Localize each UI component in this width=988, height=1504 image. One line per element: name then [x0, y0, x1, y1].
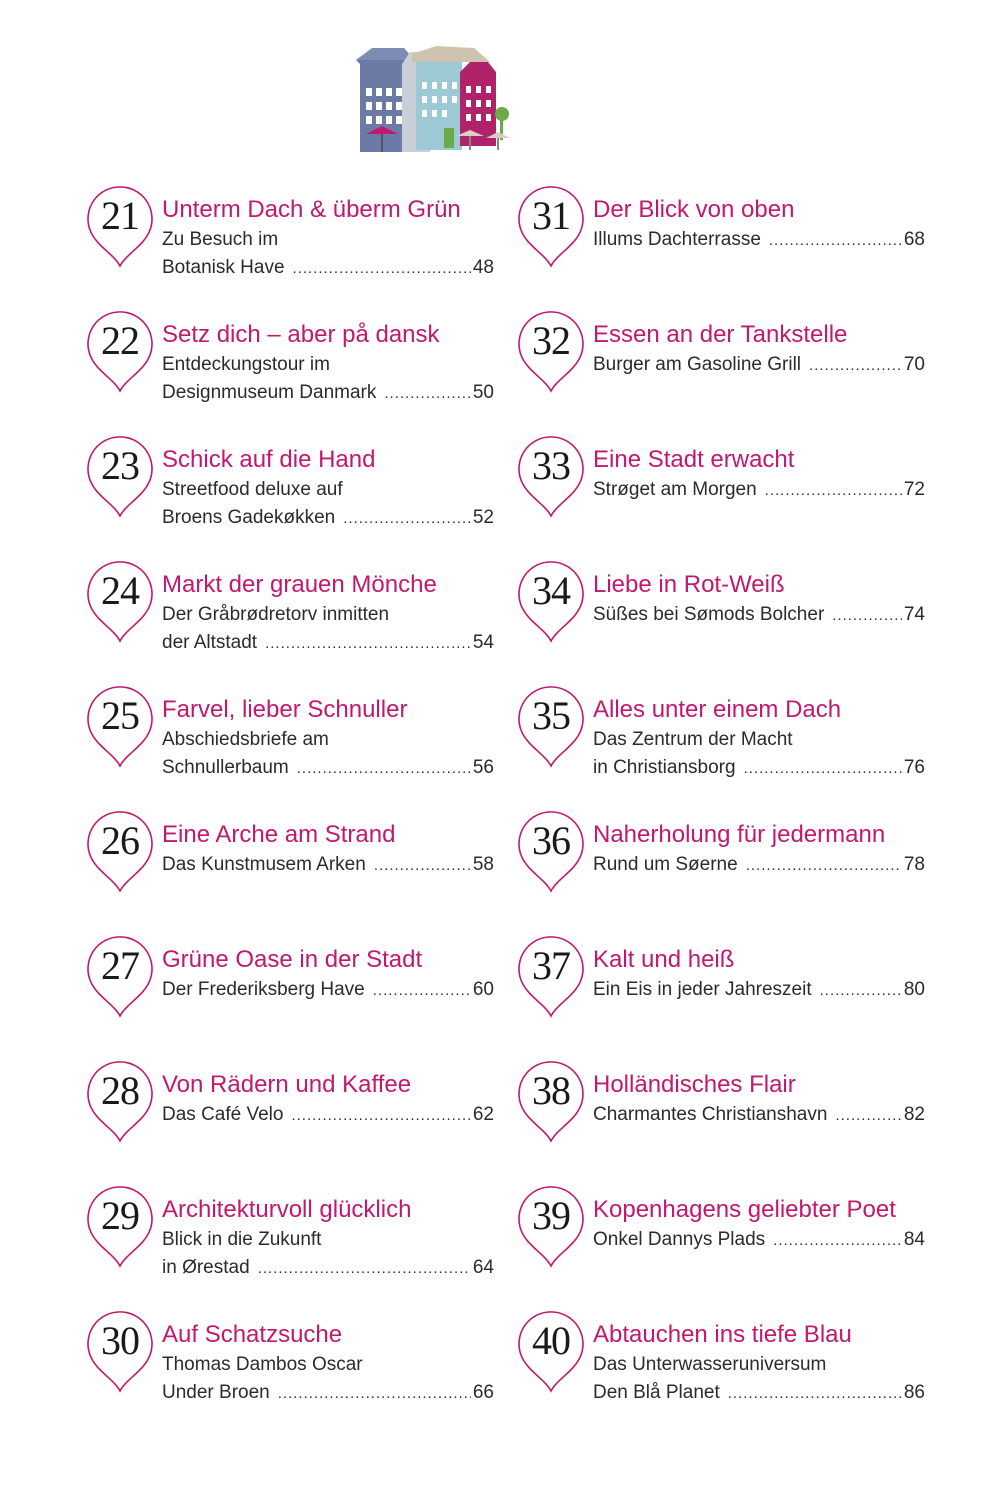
toc-left-column — [84, 186, 504, 1436]
page-number: 54 — [472, 632, 494, 653]
entry-subtitle: Under Broen — [162, 1382, 270, 1403]
toc-right-column — [515, 186, 935, 1436]
page-number: 66 — [472, 1382, 494, 1403]
entry-number: 37 — [532, 943, 570, 988]
page-number: 48 — [472, 257, 494, 278]
entry-number: 27 — [101, 943, 139, 988]
page-number: 52 — [472, 507, 494, 528]
houses-illustration-icon — [352, 42, 522, 166]
entry-title: Naherholung für jedermann — [593, 821, 886, 848]
map-pin-icon — [84, 561, 156, 643]
leader-dots — [384, 380, 471, 408]
entry-number: 30 — [101, 1318, 139, 1363]
entry-subtitle: in Christiansborg — [593, 757, 736, 778]
entry-subtitle: Blick in die Zukunft — [162, 1229, 322, 1250]
toc-entry[interactable] — [84, 686, 504, 811]
entry-number: 24 — [101, 568, 139, 613]
entry-subtitle: der Altstadt — [162, 632, 258, 653]
map-pin-icon — [515, 686, 587, 768]
page-number: 82 — [903, 1104, 925, 1125]
toc-entry[interactable] — [515, 936, 935, 1061]
map-pin-icon — [84, 1186, 156, 1268]
entry-subtitle: Der Frederiksberg Have — [162, 979, 365, 1000]
entry-number: 34 — [532, 568, 570, 613]
toc-entry[interactable] — [84, 1311, 504, 1436]
entry-subtitle: Das Kunstmusem Arken — [162, 854, 366, 875]
toc-entry[interactable] — [84, 811, 504, 936]
map-pin-icon — [515, 1061, 587, 1143]
toc-entry[interactable] — [515, 561, 935, 686]
entry-subtitle: Botanisk Have — [162, 257, 285, 278]
entry-title: Von Rädern und Kaffee — [162, 1071, 412, 1098]
toc-entry[interactable] — [515, 1186, 935, 1311]
toc-entry[interactable] — [84, 1061, 504, 1186]
entry-subtitle: Abschiedsbriefe am — [162, 729, 329, 750]
entry-number: 29 — [101, 1193, 139, 1238]
toc-entry[interactable] — [84, 311, 504, 436]
entry-number: 33 — [532, 443, 570, 488]
entry-number: 26 — [101, 818, 139, 863]
map-pin-icon — [515, 436, 587, 518]
page-number: 78 — [903, 854, 925, 875]
map-pin-icon — [515, 936, 587, 1018]
entry-subtitle: Der Gråbrødretorv inmitten — [162, 604, 390, 625]
entry-title: Auf Schatzsuche — [162, 1321, 343, 1348]
toc-entry[interactable] — [515, 311, 935, 436]
leader-dots — [765, 477, 902, 505]
leader-dots — [343, 505, 471, 533]
toc-entry[interactable] — [84, 936, 504, 1061]
entry-title: Eine Stadt erwacht — [593, 446, 795, 473]
leader-dots — [820, 977, 902, 1005]
toc-entry[interactable] — [84, 436, 504, 561]
entry-subtitle: Süßes bei Sømods Bolcher — [593, 604, 825, 625]
leader-dots — [744, 755, 902, 783]
toc-entry[interactable] — [84, 1186, 504, 1311]
leader-dots — [832, 602, 902, 630]
map-pin-icon — [515, 561, 587, 643]
entry-subtitle: Thomas Dambos Oscar — [162, 1354, 363, 1375]
entry-subtitle: Illums Dachterrasse — [593, 229, 761, 250]
entry-subtitle: Das Café Velo — [162, 1104, 284, 1125]
entry-subtitle: Burger am Gasoline Grill — [593, 354, 802, 375]
page-number: 84 — [903, 1229, 925, 1250]
page-number: 70 — [903, 354, 925, 375]
map-pin-icon — [84, 686, 156, 768]
toc-entry[interactable] — [515, 1311, 935, 1436]
toc-entry[interactable] — [515, 686, 935, 811]
toc-entry[interactable] — [84, 186, 504, 311]
entry-title: Architekturvoll glücklich — [162, 1196, 412, 1223]
leader-dots — [728, 1380, 902, 1408]
map-pin-icon — [84, 436, 156, 518]
page-number: 76 — [903, 757, 925, 778]
map-pin-icon — [515, 311, 587, 393]
entry-title: Schick auf die Hand — [162, 446, 376, 473]
map-pin-icon — [515, 186, 587, 268]
page-number: 80 — [903, 979, 925, 1000]
entry-number: 36 — [532, 818, 570, 863]
map-pin-icon — [84, 936, 156, 1018]
entry-subtitle: Onkel Dannys Plads — [593, 1229, 766, 1250]
page-number: 64 — [472, 1257, 494, 1278]
leader-dots — [297, 755, 471, 783]
entry-number: 25 — [101, 693, 139, 738]
leader-dots — [773, 1227, 902, 1255]
leader-dots — [373, 977, 471, 1005]
map-pin-icon — [515, 1311, 587, 1393]
leader-dots — [293, 255, 471, 283]
entry-subtitle: Strøget am Morgen — [593, 479, 757, 500]
page-number: 74 — [903, 604, 925, 625]
entry-title: Essen an der Tankstelle — [593, 321, 848, 348]
page-number: 50 — [472, 382, 494, 403]
entry-subtitle: Zu Besuch im — [162, 229, 279, 250]
entry-title: Kalt und heiß — [593, 946, 735, 973]
map-pin-icon — [515, 1186, 587, 1268]
entry-number: 28 — [101, 1068, 139, 1113]
toc-entry[interactable] — [515, 186, 935, 311]
page-number: 86 — [903, 1382, 925, 1403]
entry-number: 35 — [532, 693, 570, 738]
page-number: 62 — [472, 1104, 494, 1125]
entry-title: Alles unter einem Dach — [593, 696, 842, 723]
entry-title: Abtauchen ins tiefe Blau — [593, 1321, 852, 1348]
leader-dots — [291, 1102, 470, 1130]
entry-subtitle: Das Zentrum der Macht — [593, 729, 793, 750]
leader-dots — [746, 852, 902, 880]
toc-entry[interactable] — [515, 1061, 935, 1186]
toc-entry[interactable] — [84, 561, 504, 686]
entry-subtitle: Entdeckungstour im — [162, 354, 330, 375]
entry-subtitle: in Ørestad — [162, 1257, 250, 1278]
entry-number: 22 — [101, 318, 139, 363]
entry-number: 31 — [532, 193, 570, 238]
entry-title: Markt der grauen Mönche — [162, 571, 437, 598]
page-number: 68 — [903, 229, 925, 250]
leader-dots — [278, 1380, 471, 1408]
page-number: 58 — [472, 854, 494, 875]
entry-title: Grüne Oase in der Stadt — [162, 946, 423, 973]
entry-subtitle: Designmuseum Danmark — [162, 382, 377, 403]
page-number: 72 — [903, 479, 925, 500]
entry-subtitle: Ein Eis in jeder Jahreszeit — [593, 979, 812, 1000]
entry-number: 39 — [532, 1193, 570, 1238]
entry-title: Der Blick von oben — [593, 196, 795, 223]
entry-subtitle: Rund um Søerne — [593, 854, 738, 875]
map-pin-icon — [515, 811, 587, 893]
leader-dots — [258, 1255, 471, 1283]
toc-entry[interactable] — [515, 436, 935, 561]
leader-dots — [769, 227, 902, 255]
map-pin-icon — [84, 311, 156, 393]
entry-title: Kopenhagens geliebter Poet — [593, 1196, 896, 1223]
page-number: 56 — [472, 757, 494, 778]
entry-number: 21 — [101, 193, 139, 238]
toc-entry[interactable] — [515, 811, 935, 936]
map-pin-icon — [84, 1311, 156, 1393]
entry-title: Setz dich – aber på dansk — [162, 321, 440, 348]
houses-illustration — [352, 42, 522, 166]
entry-number: 32 — [532, 318, 570, 363]
page-number: 60 — [472, 979, 494, 1000]
entry-title: Liebe in Rot-Weiß — [593, 571, 785, 598]
entry-title: Farvel, lieber Schnuller — [162, 696, 408, 723]
entry-title: Unterm Dach & überm Grün — [162, 196, 461, 223]
entry-subtitle: Schnullerbaum — [162, 757, 289, 778]
entry-title: Eine Arche am Strand — [162, 821, 396, 848]
entry-subtitle: Streetfood deluxe auf — [162, 479, 343, 500]
entry-subtitle: Charmantes Christianshavn — [593, 1104, 828, 1125]
entry-title: Holländisches Flair — [593, 1071, 796, 1098]
entry-number: 23 — [101, 443, 139, 488]
entry-subtitle: Den Blå Planet — [593, 1382, 720, 1403]
entry-number: 38 — [532, 1068, 570, 1113]
map-pin-icon — [84, 186, 156, 268]
entry-subtitle: Broens Gadekøkken — [162, 507, 336, 528]
map-pin-icon — [84, 1061, 156, 1143]
entry-number: 40 — [532, 1318, 570, 1363]
leader-dots — [835, 1102, 901, 1130]
leader-dots — [809, 352, 902, 380]
leader-dots — [265, 630, 471, 658]
leader-dots — [374, 852, 471, 880]
map-pin-icon — [84, 811, 156, 893]
entry-subtitle: Das Unterwasseruniversum — [593, 1354, 827, 1375]
